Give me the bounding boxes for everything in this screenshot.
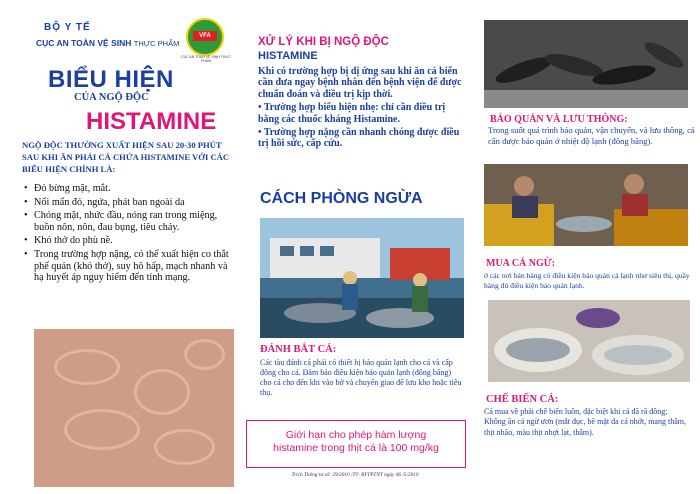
- limit-notice-text: [247, 429, 465, 454]
- process-text: [484, 407, 698, 438]
- symptoms-intro: NGỘ ĐỘC THƯỜNG XUẤT HIỆN SAU 20-30 PHÚT SAU KHI ĂN PHẢI CÁ CHỨA HISTAMINE VỚI CÁC BIỂU HIỆN CHÍNH LÀ:: [22, 140, 230, 174]
- process-text-1: Cá mua về phải chế biến luôn, đặc biệt khi cá đã rã đông;: [484, 407, 668, 416]
- rash-welt: [64, 409, 140, 450]
- rash-welt: [134, 369, 190, 415]
- prevention-title: CÁCH PHÒNG NGỪA: [260, 190, 423, 207]
- panel-treatment: [240, 0, 470, 494]
- org-department-small: THỰC PHẨM: [133, 39, 180, 48]
- fish-storage-photo: [484, 20, 688, 108]
- fish-market-illustration: [484, 164, 688, 246]
- logo-caption: CỤC AN TOÀN VỆ SINH THỰC PHẨM: [181, 55, 231, 63]
- storage-title: BẢO QUẢN VÀ LƯU THÔNG:: [490, 114, 628, 125]
- fishing-boat-illustration: [260, 218, 464, 338]
- org-department: [36, 38, 179, 48]
- org-department-main: CỤC AN TOÀN VỆ SINH: [36, 38, 134, 48]
- symptom-item: • Đỏ bừng mặt, mắt.: [22, 183, 236, 195]
- treatment-title: XỬ LÝ KHI BỊ NGỘ ĐỘC: [258, 36, 389, 48]
- fish-storage-illustration: [484, 20, 688, 108]
- histamine-heading: HISTAMINE: [86, 108, 217, 135]
- buy-text: ở các nơi bán hàng có điều kiện bảo quản cá lạnh như siêu thị, quầy hàng đủ điều kiện bảo quản lạnh.: [484, 271, 690, 290]
- symptoms-subtitle: CỦA NGỘ ĐỘC: [74, 92, 149, 103]
- panel-handling: [470, 0, 700, 494]
- treatment-paragraph: Khi có trường hợp bị dị ứng sau khi ăn cá biển cần đưa ngay bệnh nhân đến bệnh viện để được chuẩn đoán và điều trị kịp thời.: [258, 66, 462, 100]
- treatment-paragraph: • Trường hợp nặng cần nhanh chóng được điều trị hồi sức, cấp cứu.: [258, 127, 460, 150]
- vfa-logo-text: VFA: [193, 31, 217, 41]
- limit-line-2: histamine trong thịt cá là 100 mg/kg: [273, 441, 439, 454]
- skin-rash-photo: [34, 329, 234, 487]
- rash-welt: [154, 429, 215, 465]
- vfa-logo: [186, 18, 224, 56]
- fish-prep-photo: [488, 300, 690, 382]
- limit-notice-box: [246, 420, 466, 468]
- fishing-boat-photo: [260, 218, 464, 338]
- symptoms-title: BIỂU HIỆN: [48, 66, 174, 93]
- symptom-item: • Chóng mặt, nhức đầu, nóng ran trong miệng, buồn nôn, nôn, đau bụng, tiêu chảy.: [22, 210, 236, 233]
- catch-title: ĐÁNH BẮT CÁ:: [260, 344, 337, 355]
- process-title: CHẾ BIẾN CÁ:: [486, 394, 559, 405]
- limit-line-1: Giới hạn cho phép hàm lượng: [285, 429, 427, 441]
- fish-prep-illustration: [488, 300, 690, 382]
- rash-welt: [54, 349, 120, 385]
- treatment-text: [258, 66, 464, 152]
- fish-market-photo: [484, 164, 688, 246]
- symptom-item: • Khó thở do phù nề.: [22, 235, 236, 247]
- buy-title: MUA CÁ NGỪ:: [486, 258, 556, 269]
- catch-text: Các tàu đánh cá phải có thiết bị bảo quản lạnh cho cá và cấp đông cho cá. Đảm bảo điều kiện bảo quản lạnh (đông băng) cho cá cho đến khi vào bờ và chuyển giao để lưu kho hoặc tiêu thụ.: [260, 358, 462, 397]
- legal-reference: Trích Thông tư số: 29/2010 /TT- BYTPTNT ngày 06 /5/2010: [291, 472, 419, 478]
- treatment-paragraph: • Trường hợp biểu hiện nhẹ: chỉ cần điều trị bằng các thuốc kháng Histamine.: [258, 102, 446, 125]
- storage-text: Trong suốt quá trình bảo quản, vận chuyển, và lưu thông, cá cần được bảo quản ở nhiệt độ lạnh (đông băng).: [488, 125, 695, 146]
- symptom-item: • Nổi mẩn đỏ, ngứa, phát ban ngoài da: [22, 197, 236, 209]
- rash-welt: [184, 339, 225, 370]
- symptom-item: • Trong trường hợp nặng, có thể xuất hiện co thắt phế quản (khó thở), suy hô hấp, mạch nhanh và hạ huyết áp nguy hiểm đến tính mạng.: [22, 249, 236, 284]
- treatment-subtitle: HISTAMINE: [258, 50, 318, 62]
- org-ministry: BỘ Y TẾ: [44, 22, 91, 33]
- panel-symptoms: [0, 0, 240, 494]
- process-text-2: Không ăn cá ngừ ươn (mắt đục, bề mặt da cá nhớt, mang thâm, thịt nhão, màu thịt nhợt lạt, thâm).: [484, 417, 686, 437]
- symptom-list: [22, 183, 236, 286]
